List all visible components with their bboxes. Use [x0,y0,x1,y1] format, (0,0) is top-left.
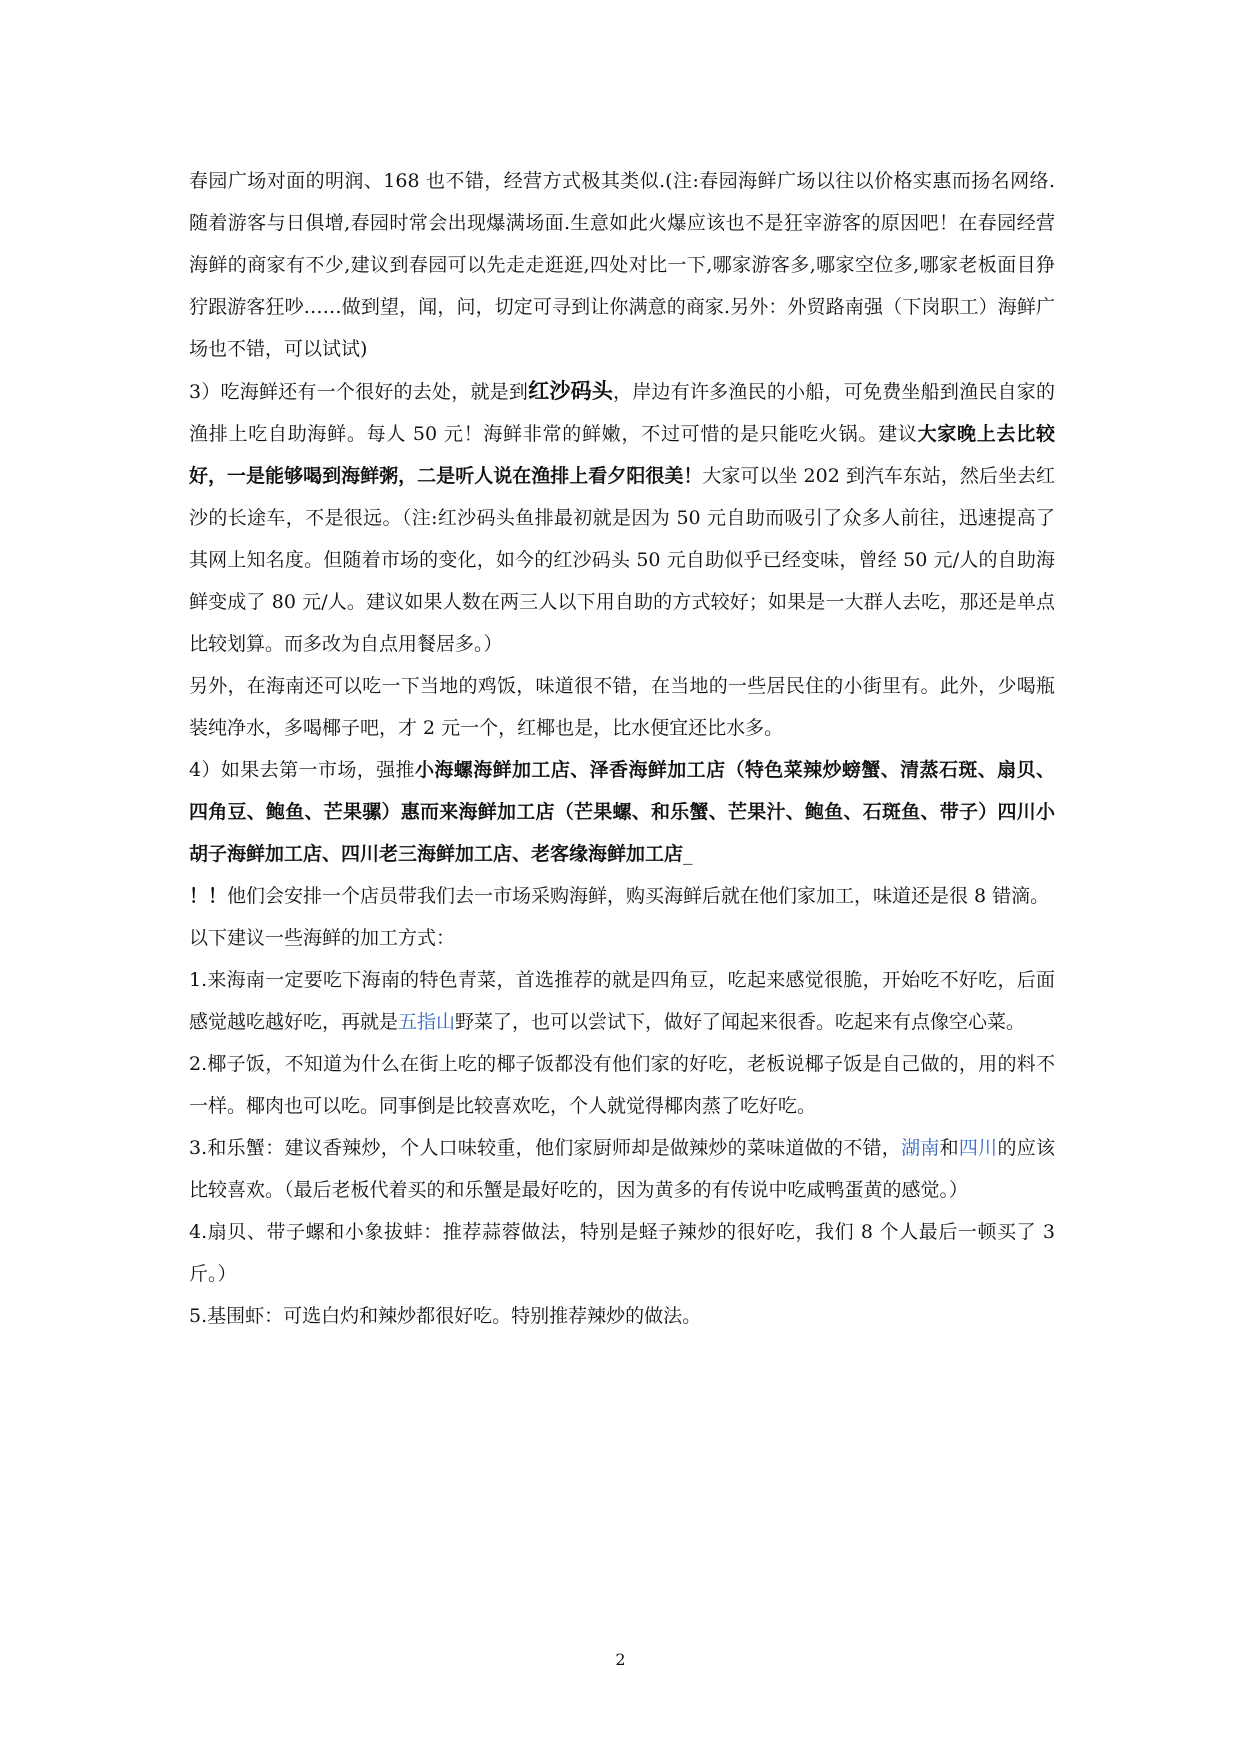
text-run: 大家可以坐 202 到汽车东站，然后坐去红沙的长途车，不是很远。（注:红沙码头鱼排最初就是因为 50 元自助而吸引了众多人前往，迅速提高了其网上知名度。但随着市场的变化，如今的红沙码头 50 元自助似乎已经变味，曾经 50 元/人的自助海鲜变成了 80 元/人。建议如果人数在两三人以下用自助的方式较好；如果是一大群人去吃，那还是单点比较划算。而多改为自点用餐居多。） [189,465,1055,655]
paragraph [189,959,1055,1043]
paragraph [189,160,1055,370]
paragraph [189,1295,1055,1337]
text-run: 春园广场对面的明润、168 也不错，经营方式极其类似.(注:春园海鲜广场以往以价格实惠而扬名网络.随着游客与日俱增,春园时常会出现爆满场面.生意如此火爆应该也不是狂宰游客的原因吧！在春园经营海鲜的商家有不少,建议到春园可以先走走逛逛,四处对比一下,哪家游客多,哪家空位多,哪家老板面目狰狞跟游客狂吵……做到望，闻，问，切定可寻到让你满意的商家.另外：外贸路南强（下岗职工）海鲜广场也不错，可以试试) [189,170,1055,360]
text-run: 3）吃海鲜还有一个很好的去处，就是到 [189,381,529,403]
text-run: ，岸边有许多渔民的小船，可免费坐船到渔民自家的渔排上吃自助海鲜。每人 50 元！海鲜非常的鲜嫩，不过可惜的是只能吃火锅。建议 [189,381,1055,445]
paragraph [189,875,1055,917]
text-run: 2.椰子饭，不知道为什么在街上吃的椰子饭都没有他们家的好吃，老板说椰子饭是自己做的，用的料不一样。椰肉也可以吃。同事倒是比较喜欢吃，个人就觉得椰肉蒸了吃好吃。 [189,1053,1055,1117]
text-run: 以下建议一些海鲜的加工方式： [189,927,456,949]
text-run: 5.基围虾：可选白灼和辣炒都很好吃。特别推荐辣炒的做法。 [189,1305,702,1327]
text-run: 另外，在海南还可以吃一下当地的鸡饭，味道很不错，在当地的一些居民住的小街里有。此外，少喝瓶装纯净水，多喝椰子吧，才 2 元一个，红椰也是，比水便宜还比水多。 [189,675,1055,739]
bold-text-run: 大家晚上去比较好，一是能够喝到海鲜粥，二是听人说在渔排上看夕阳很美！ [189,423,1055,487]
paragraph [189,1127,1055,1211]
text-run: 他们会安排一个店员带我们去一市场采购海鲜，购买海鲜后就在他们家加工，味道还是很 8 错滴。 [227,885,1050,907]
paragraph [189,370,1055,665]
paragraph [189,917,1055,959]
page-number: 2 [615,1650,626,1669]
text-run: 3.和乐蟹：建议香辣炒，个人口味较重，他们家厨师却是做辣炒的菜味道做的不错， [189,1137,902,1159]
text-run: 和 [939,1137,959,1159]
text-run: 4）如果去第一市场，强推 [189,759,415,781]
place-link[interactable]: 五指山 [398,1011,456,1033]
text-run: 1.来海南一定要吃下海南的特色青菜，首选推荐的就是四角豆，吃起来感觉很脆，开始吃不好吃，后面感觉越吃越好吃，再就是 [189,969,1055,1033]
text-run: 的应该比较喜欢。（最后老板代着买的和乐蟹是最好吃的，因为黄多的有传说中吃咸鸭蛋黄的感觉。） [189,1137,1055,1201]
text-run: 野菜了，也可以尝试下，做好了闻起来很香。吃起来有点像空心菜。 [455,1011,1026,1033]
text-run: _ [683,843,693,865]
paragraph [189,1211,1055,1295]
document-body [189,160,1055,1337]
text-run: 4.扇贝、带子螺和小象拔蚌：推荐蒜蓉做法，特别是蛏子辣炒的很好吃，我们 8 个人最后一顿买了 3 斤。） [189,1221,1055,1285]
emphasized-place-name: 红沙码头 [528,379,614,403]
paragraph [189,749,1055,875]
place-link[interactable]: 四川 [958,1137,998,1159]
bold-text-run: ！！ [189,885,228,907]
place-link[interactable]: 湖南 [901,1137,940,1159]
paragraph [189,665,1055,749]
paragraph [189,1043,1055,1127]
bold-text-run: 小海螺海鲜加工店、泽香海鲜加工店（特色菜辣炒螃蟹、清蒸石斑、扇贝、四角豆、鲍鱼、芒果骡）惠而来海鲜加工店（芒果螺、和乐蟹、芒果汁、鲍鱼、石斑鱼、带子）四川小胡子海鲜加工店、四川老三海鲜加工店、老客缘海鲜加工店 [189,759,1055,865]
